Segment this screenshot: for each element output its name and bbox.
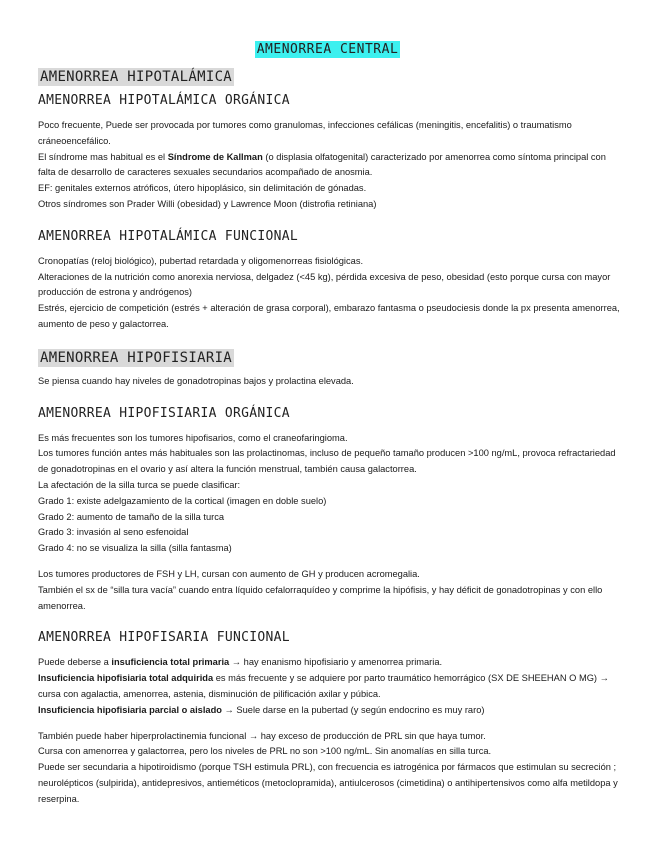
paragraph: Otros síndromes son Prader Willi (obesidad) y Lawrence Moon (distrofia retiniana) xyxy=(38,198,377,209)
paragraph: Se piensa cuando hay niveles de gonadotropinas bajos y prolactina elevada. xyxy=(38,375,354,386)
list-item: Grado 4: no se visualiza la silla (silla fantasma) xyxy=(38,543,232,554)
text: → Suele darse en la pubertad (y según endocrino es muy raro) xyxy=(221,704,485,715)
paragraph xyxy=(38,703,623,719)
bold-text: Síndrome de Kallman xyxy=(167,151,263,162)
subheading-hipofisiaria-organica: AMENORREA HIPOFISIARIA ORGÁNICA xyxy=(38,405,290,421)
text: El síndrome mas habitual es el xyxy=(38,151,168,162)
paragraph xyxy=(38,671,623,703)
paragraph: Estrés, ejercicio de competición (estrés + alteración de grasa corporal), embarazo fantasma o pseudociesis donde la px presenta amenorrea, aumento de peso y galactorrea. xyxy=(38,303,620,329)
bold-text: Insuficiencia hipofisiaria total adquirida xyxy=(38,673,214,684)
title-text: AMENORREA CENTRAL xyxy=(256,42,399,57)
bold-text: insuficiencia total primaria xyxy=(111,657,230,668)
subheading-hipofisiaria-funcional: AMENORREA HIPOFISARIA FUNCIONAL xyxy=(38,630,290,646)
text: → hay enanismo hipofisiario y amenorrea primaria. xyxy=(229,657,443,668)
text: es más frecuente y se adquiere por parto traumático hemorrágico (SX DE SHEEHAN O MG) → cursa con agalactia, amenorrea, astenia, disminución de pilificación axilar y púbica. xyxy=(38,673,609,699)
list-item: Grado 3: invasión al seno esfenoidal xyxy=(38,527,189,538)
section-heading-hipotalamica: AMENORREA HIPOTALÁMICA xyxy=(40,69,233,85)
paragraph: Es más frecuentes son los tumores hipofisarios, como el craneofaringioma. xyxy=(38,432,348,443)
paragraph: Alteraciones de la nutrición como anorexia nerviosa, delgadez (<45 kg), pérdida excesiva de peso, obesidad (esto porque cursa con mayor producción de estrona y andrógenos) xyxy=(38,271,611,298)
paragraph: Cursa con amenorrea y galactorrea, pero los niveles de PRL no son >100 ng/mL. Sin anomalías en silla turca. xyxy=(38,746,492,757)
paragraph: Puede ser secundaria a hipotiroidismo (porque TSH estimula PRL), con frecuencia es iatrogénica por fármacos que estimulan su secreción ; neurolépticos (sulpirida), antidepresivos, antieméticos (metoclopramida), antiulcerosos (cimetidina) o antihipertensivos como alfa metildopa y reserpina. xyxy=(38,762,618,804)
document-body xyxy=(38,68,623,808)
document-title xyxy=(0,40,655,58)
paragraph: La afectación de la silla turca se puede clasificar: xyxy=(38,479,241,490)
section-heading-hipofisiaria: AMENORREA HIPOFISIARIA xyxy=(40,349,233,366)
paragraph: También el sx de “silla tura vacía” cuando entra líquido cefalorraquídeo y comprime la hipófisis, y hay déficit de gonadotropinas y con ello amenorrea. xyxy=(38,584,603,611)
subheading-hipotalamica-funcional: AMENORREA HIPOTALÁMICA FUNCIONAL xyxy=(38,228,299,244)
list-item: Grado 2: aumento de tamaño de la silla turca xyxy=(38,511,225,522)
subheading-hipotalamica-organica: AMENORREA HIPOTALÁMICA ORGÁNICA xyxy=(38,93,290,108)
paragraph: También puede haber hiperprolactinemia funcional → hay exceso de producción de PRL sin que haya tumor. xyxy=(38,730,486,741)
paragraph: Los tumores función antes más habituales son las prolactinomas, incluso de pequeño tamaño producen >100 ng/mL, provoca refractariedad de gonadotropinas en el ovario y así altera la función menstrual, también causa galactorrea. xyxy=(38,448,616,475)
paragraph: Cronopatías (reloj biológico), pubertad retardada y oligomenorreas fisiológicas. xyxy=(38,255,364,266)
bold-text: Insuficiencia hipofisiaria parcial o aislado xyxy=(38,704,222,715)
paragraph: Poco frecuente, Puede ser provocada por tumores como granulomas, infecciones cefálicas (meningitis, encefalitis) o traumatismo cráneoencefálico. xyxy=(38,120,572,146)
text: Puede deberse a xyxy=(38,657,112,668)
text: (o displasia olfatogenital) caracterizado por amenorrea como síntoma principal con falta de desarrollo de caracteres sexuales secundarios acompañado de anosmia. xyxy=(38,151,606,178)
paragraph: Los tumores productores de FSH y LH, cursan con aumento de GH y producen acromegalia. xyxy=(38,568,420,579)
paragraph xyxy=(38,150,623,182)
list-item: Grado 1: existe adelgazamiento de la cortical (imagen en doble suelo) xyxy=(38,495,327,506)
paragraph: EF: genitales externos atróficos, útero hipoplásico, sin delimitación de gónadas. xyxy=(38,183,367,194)
paragraph xyxy=(38,655,623,671)
